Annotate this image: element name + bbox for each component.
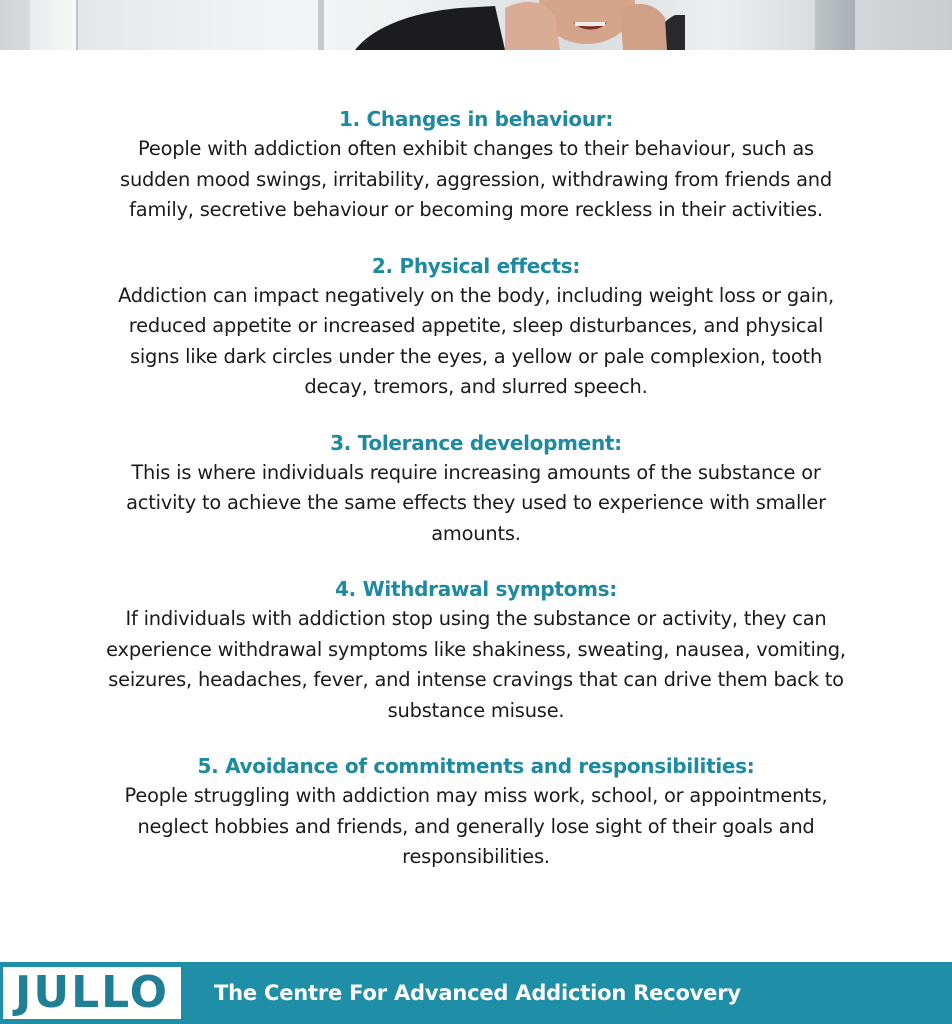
- section-changes-in-behaviour: [0, 104, 952, 226]
- signs-list: [0, 104, 952, 898]
- section-heading: 5. Avoidance of commitments and responsibilities:: [197, 754, 755, 778]
- section-withdrawal-symptoms: [0, 574, 952, 726]
- section-heading: 4. Withdrawal symptoms:: [335, 577, 617, 601]
- footer-bar: [0, 962, 952, 1024]
- distressed-person-photo: [355, 0, 685, 50]
- section-heading: 3. Tolerance development:: [330, 430, 622, 455]
- section-tolerance-development: [0, 428, 952, 550]
- footer-tagline: The Centre For Advanced Addiction Recovery: [214, 981, 741, 1005]
- photo-wall-edge: [318, 0, 324, 50]
- section-physical-effects: [0, 251, 952, 403]
- section-body: This is where individuals require increasing amounts of the substance or activity to achieve the same effects they used to experience with smaller amounts.: [126, 460, 826, 545]
- section-heading: 2. Physical effects:: [371, 253, 581, 278]
- section-body: If individuals with addiction stop using the substance or activity, they can experience withdrawal symptoms like shakiness, sweating, nausea, vomiting, seizures, headaches, fever, and intense cravings that can drive them back to substance misuse.: [106, 607, 846, 722]
- section-avoidance-of-commitments: [0, 751, 952, 873]
- photo-window-frame: [30, 0, 78, 50]
- photo-wall-shadow: [815, 0, 855, 50]
- section-body: People with addiction often exhibit changes to their behaviour, such as sudden mood swings, irritability, aggression, withdrawing from friends and family, secretive behaviour or becoming more reckless in their activities.: [120, 137, 832, 221]
- header-photo: [0, 0, 952, 50]
- section-heading: 1. Changes in behaviour:: [338, 107, 614, 131]
- section-body: Addiction can impact negatively on the body, including weight loss or gain, reduced appetite or increased appetite, sleep disturbances, and physical signs like dark circles under the eyes, a yellow or pale complexion, tooth decay, tremors, and slurred speech.: [118, 283, 834, 398]
- section-body: People struggling with addiction may miss work, school, or appointments, neglect hobbies and friends, and generally lose sight of their goals and responsibilities.: [124, 784, 828, 868]
- logo-text: JULLO: [14, 967, 169, 1018]
- jullo-logo: [3, 967, 181, 1019]
